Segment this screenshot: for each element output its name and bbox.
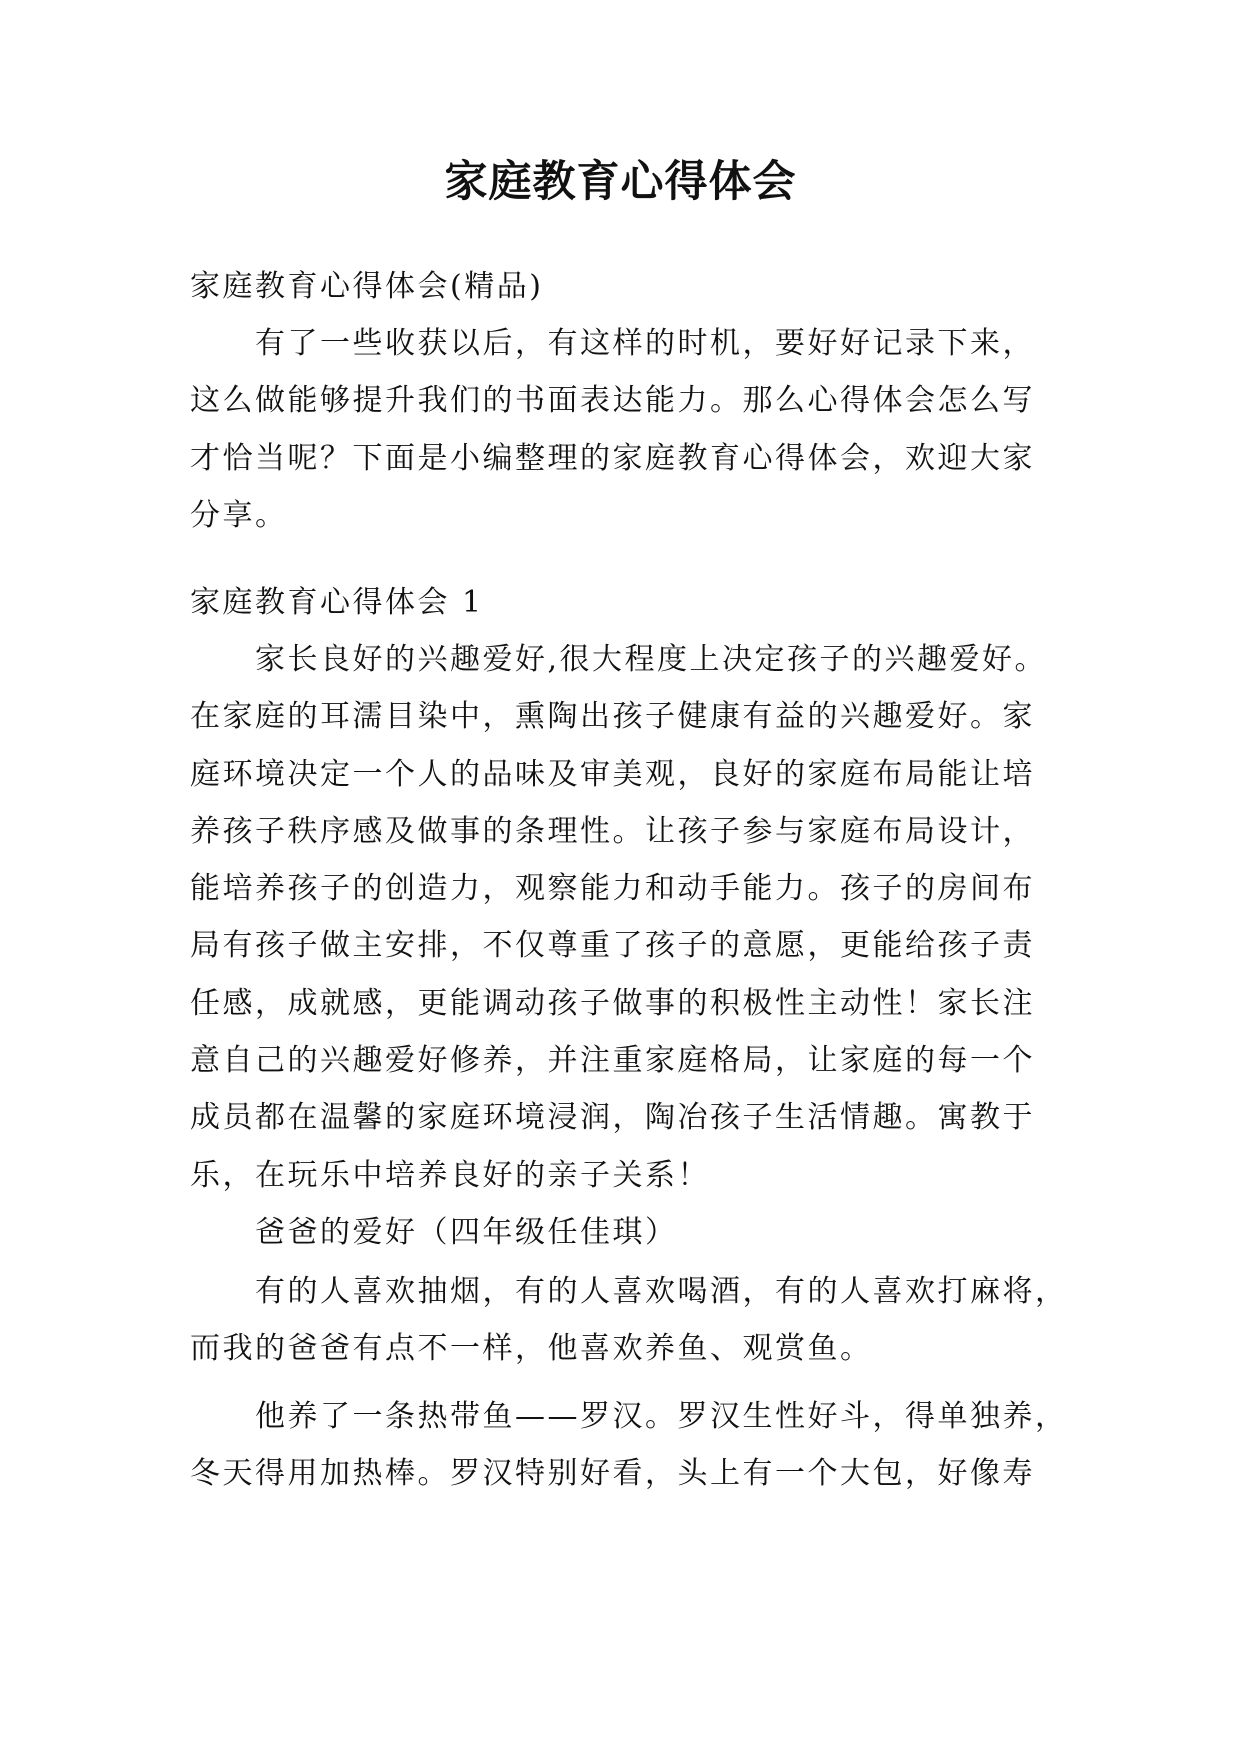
subtitle-block <box>190 258 1070 315</box>
paragraph-line: 才恰当呢？下面是小编整理的家庭教育心得体会，欢迎大家 <box>190 440 1035 476</box>
paragraph-line: 有的人喜欢抽烟，有的人喜欢喝酒，有的人喜欢打麻将， <box>255 1274 1068 1309</box>
paragraph-line: 这么做能够提升我们的书面表达能力。那么心得体会怎么写 <box>190 383 1035 419</box>
intro-paragraph <box>190 315 1070 544</box>
paragraph-line: 冬天得用加热棒。罗汉特别好看，头上有一个大包，好像寿 <box>190 1456 1035 1492</box>
paragraph-line: 局有孩子做主安排，不仅尊重了孩子的意愿，更能给孩子责 <box>190 928 1035 964</box>
essay-paragraph-2 <box>190 1388 1070 1503</box>
paragraph-line: 成员都在温馨的家庭环境浸润，陶冶孩子生活情趣。寓教于 <box>190 1100 1035 1136</box>
paragraph-line: 乐，在玩乐中培养良好的亲子关系！ <box>190 1157 710 1193</box>
paragraph-line: 能培养孩子的创造力，观察能力和动手能力。孩子的房间布 <box>190 871 1035 907</box>
subtitle: 家庭教育心得体会(精品) <box>190 269 544 304</box>
paragraph-line: 养孩子秩序感及做事的条理性。让孩子参与家庭布局设计， <box>190 813 1035 849</box>
section-heading: 家庭教育心得体会 1 <box>190 585 484 620</box>
paragraph-line: 有了一些收获以后，有这样的时机，要好好记录下来， <box>255 326 1035 361</box>
section-heading-block <box>190 574 1070 631</box>
paragraph-line: 任感，成就感，更能调动孩子做事的积极性主动性！家长注 <box>190 985 1035 1021</box>
essay-title: 爸爸的爱好（四年级任佳琪） <box>255 1214 678 1250</box>
paragraph-line: 意自己的兴趣爱好修养，并注重家庭格局，让家庭的每一个 <box>190 1043 1035 1079</box>
paragraph-line: 分享。 <box>190 497 288 533</box>
document-title: 家庭教育心得体会 <box>444 157 797 207</box>
essay-paragraph-1 <box>190 1263 1070 1378</box>
paragraph-line: 家长良好的兴趣爱好,很大程度上决定孩子的兴趣爱好。 <box>255 642 1048 677</box>
paragraph-line: 在家庭的耳濡目染中，熏陶出孩子健康有益的兴趣爱好。家 <box>190 699 1035 735</box>
paragraph-line: 庭环境决定一个人的品味及审美观，良好的家庭布局能让培 <box>190 756 1035 792</box>
section1-paragraph <box>190 631 1070 1261</box>
paragraph-line: 他养了一条热带鱼——罗汉。罗汉生性好斗，得单独养， <box>255 1399 1068 1434</box>
paragraph-line: 而我的爸爸有点不一样，他喜欢养鱼、观赏鱼。 <box>190 1331 873 1367</box>
